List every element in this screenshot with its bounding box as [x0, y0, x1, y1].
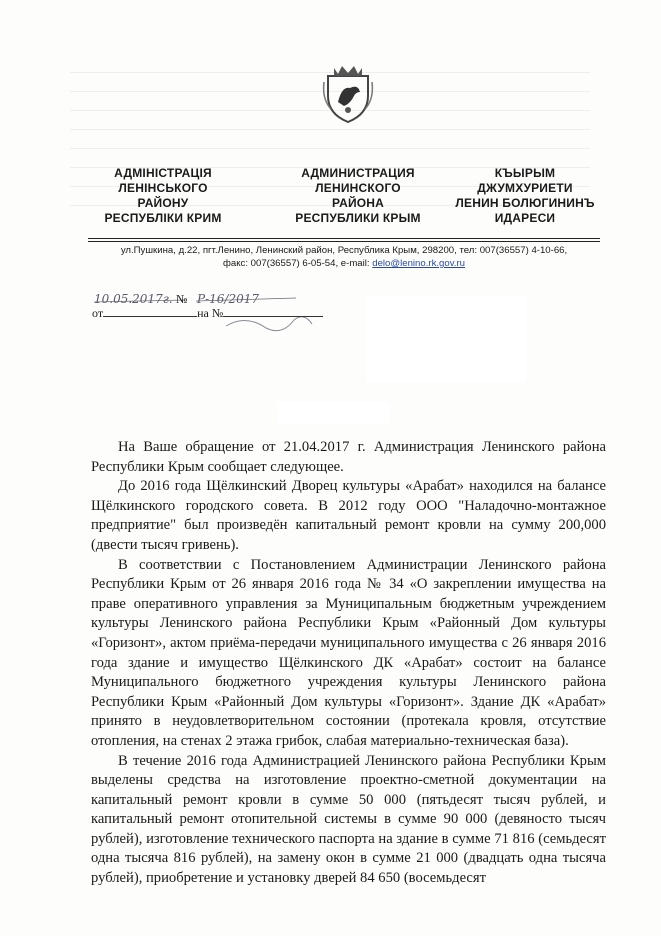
email-link[interactable]: delo@lenino.rk.gov.ru: [372, 258, 466, 269]
org-name-russian: АДМИНИСТРАЦИЯ ЛЕНИНСКОГО РАЙОНА РЕСПУБЛИКИ КРЫМ: [295, 166, 421, 225]
letter-body: [91, 438, 606, 889]
paragraph: В течение 2016 года Администрацией Ленинского района Республики Крым выделены средства на изготовление проектно-сметной документации на капитальный ремонт кровли в сумме 50 000 (пятьдесят тысяч рублей, и капитальный ремонт отопительной системы в сумме 90 000 (девяносто тысяч рублей), изготовление технического паспорта на здание в сумме 71 816 (семьдесят одна тысяча 816 рублей), на замену окон в сумме 21 000 (двадцать одна тысяча рублей), приобретение и установку дверей 84 650 (восемьдесят: [91, 752, 606, 887]
ref-blank: [223, 306, 323, 317]
org-name-crimean-tatar: КЪЫРЫМ ДЖУМХУРИЕТИ ЛЕНИН БОЛЮГИНИНЪ ИДАРЕСИ: [455, 166, 595, 225]
contact-address: [88, 244, 600, 270]
header-divider-thin: [88, 241, 600, 242]
crimea-coat-of-arms-icon: [320, 62, 376, 124]
fax-line: факс: 007(36557) 6-05-54, e-mail:: [222, 258, 373, 269]
header-divider: [88, 238, 600, 239]
redacted-salutation: [277, 402, 389, 424]
handwritten-date: 10.05.2017г.: [94, 292, 173, 306]
paragraph: На Ваше обращение от 21.04.2017 г. Администрация Ленинского района Республики Крым сообщает следующее.: [91, 439, 606, 475]
ref-label: на №: [197, 306, 224, 320]
from-blank: [103, 306, 197, 317]
redacted-recipient: [366, 296, 526, 382]
number-label: №: [176, 292, 188, 306]
org-name-ukrainian: АДМІНІСТРАЦІЯ ЛЕНІНСЬКОГО РАЙОНУ РЕСПУБЛІКИ КРИМ: [104, 166, 222, 225]
from-label: от: [92, 306, 104, 320]
address-line: ул.Пушкина, д.22, пгт.Ленино, Ленинский район, Республика Крым, 298200, тел: 007(36557) 4-10-66,: [120, 245, 568, 256]
registration-line: [92, 306, 323, 321]
paragraph: В соответствии с Постановлением Администрации Ленинского района Республики Крым от 26 января 2016 года № 34 «О закреплении имущества на праве оперативного управления за Муниципальным бюджетным учреждением культуры Ленинского района Республики Крым «Районный Дом культуры «Горизонт», актом приёма-передачи муниципального имущества с 26 января 2016 года здание и имущество Щёлкинского ДК «Арабат» состоит на балансе Муниципального бюджетного учреждения культуры Ленинского района Республики Крым «Районный Дом культуры «Горизонт». Здание ДК «Арабат» принято в неудовлетворительном состоянии (протекала кровля, отсутствие отопления, на стенах 2 этажа грибок, слабая материально-техническая база).: [91, 556, 606, 749]
paragraph: До 2016 года Щёлкинский Дворец культуры «Арабат» находился на балансе Щёлкинского городского совета. В 2012 году ООО "Наладочно-монтажное предприятие" был произведён капитальный ремонт кровли на сумму 200,000 (двести тысяч гривень).: [91, 478, 606, 553]
handwritten-number: Р-16/2017: [197, 292, 259, 306]
